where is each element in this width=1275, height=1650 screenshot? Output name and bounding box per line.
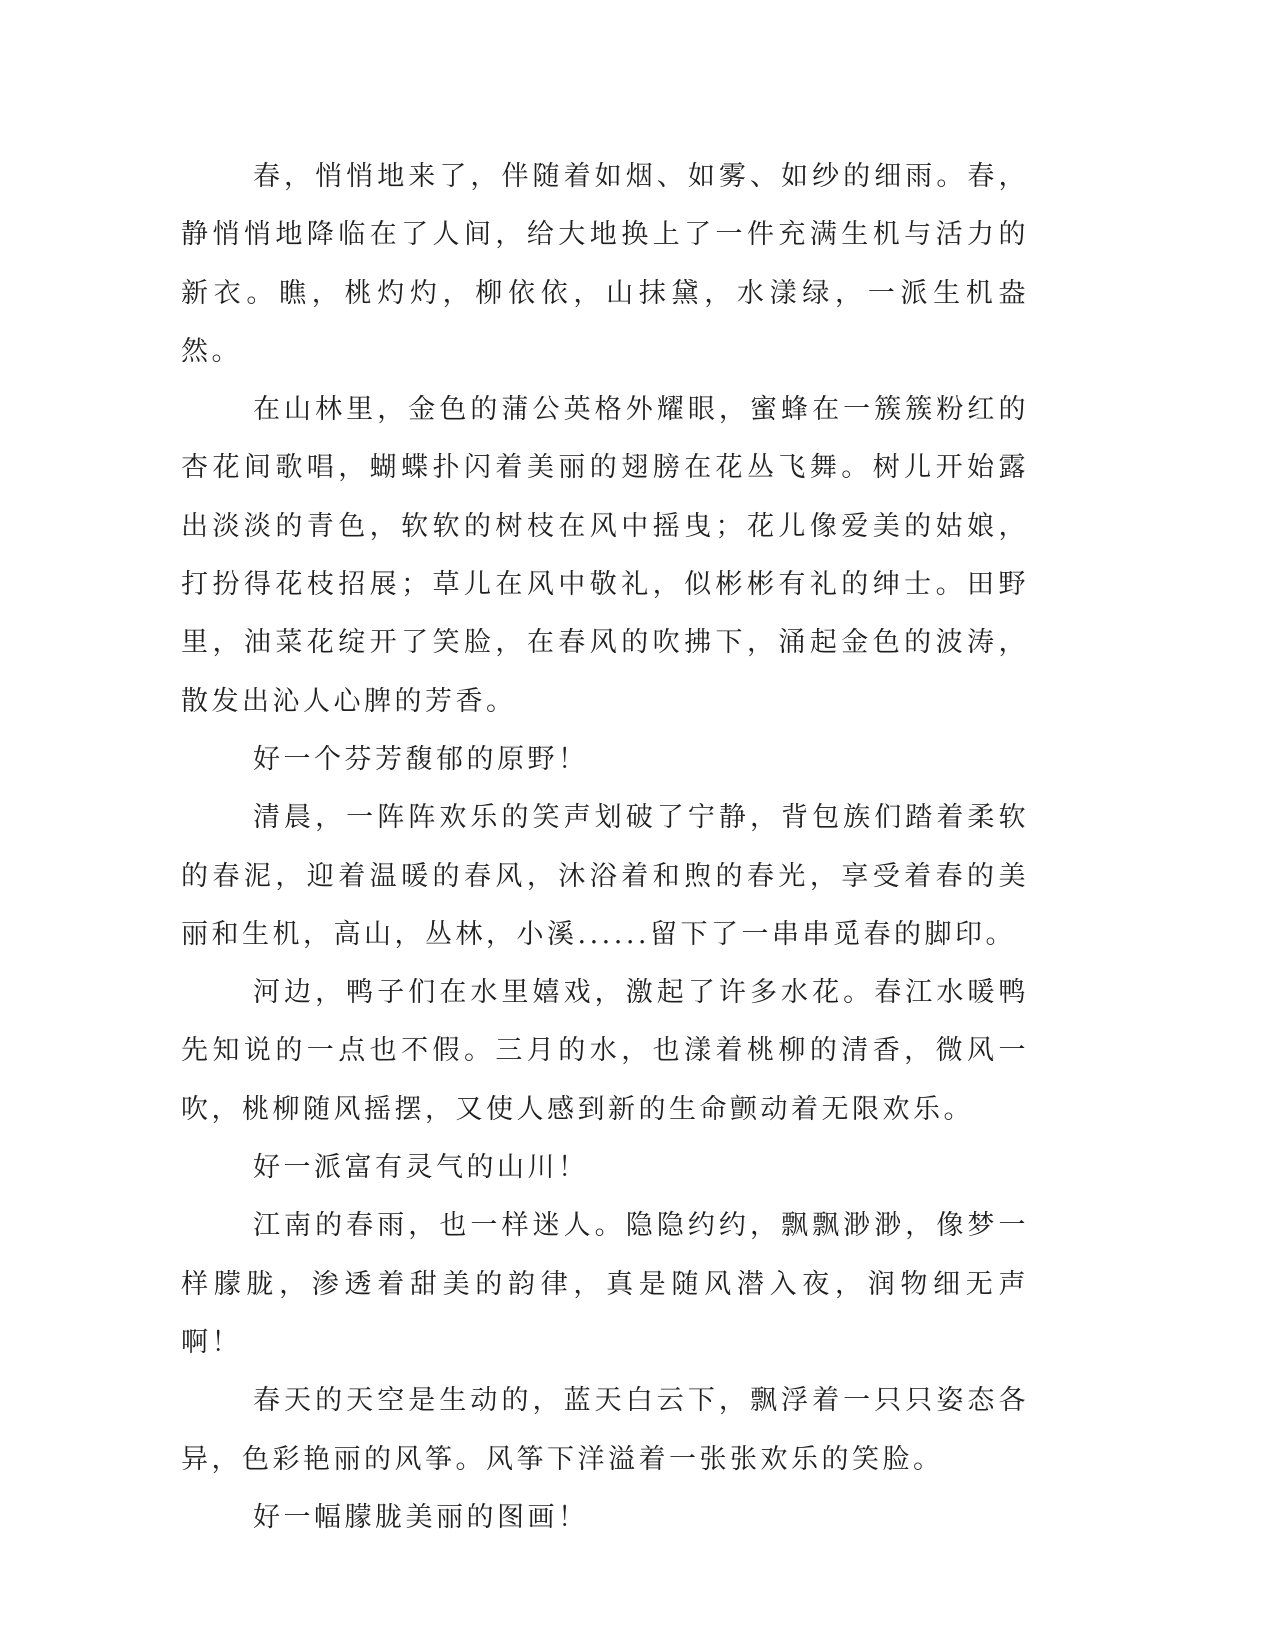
paragraph-9: 好一幅朦胧美丽的图画！	[253, 1501, 589, 1533]
paragraph-2: 在山林里，金色的蒲公英格外耀眼，蜜蜂在一簇簇粉红的杏花间歌唱，蝴蝶扑闪着美丽的翅膀在花丛飞舞。树儿开始露出淡淡的青色，软软的树枝在风中摇曳；花儿像爱美的姑娘，打扮得花枝招展；草儿在风中敬礼，似彬彬有礼的绅士。田野里，油菜花绽开了笑脸，在春风的吹拂下，涌起金色的波涛，散发出沁人心脾的芳香。	[181, 394, 1029, 717]
document-body	[181, 148, 1029, 1547]
paragraph-1: 春，悄悄地来了，伴随着如烟、如雾、如纱的细雨。春，静悄悄地降临在了人间，给大地换上了一件充满生机与活力的新衣。瞧，桃灼灼，柳依依，山抹黛，水漾绿，一派生机盎然。	[181, 161, 1029, 367]
paragraph-3: 好一个芬芳馥郁的原野！	[253, 743, 589, 775]
paragraph-5: 河边，鸭子们在水里嬉戏，激起了许多水花。春江水暖鸭先知说的一点也不假。三月的水，也漾着桃柳的清香，微风一吹，桃柳随风摇摆，又使人感到新的生命颤动着无限欢乐。	[181, 977, 1029, 1125]
paragraph-4: 清晨，一阵阵欢乐的笑声划破了宁静，背包族们踏着柔软的春泥，迎着温暖的春风，沐浴着和煦的春光，享受着春的美丽和生机，高山，丛林，小溪......留下了一串串觅春的脚印。	[181, 802, 1029, 950]
paragraph-6: 好一派富有灵气的山川！	[253, 1152, 589, 1184]
paragraph-8: 春天的天空是生动的，蓝天白云下，飘浮着一只只姿态各异，色彩艳丽的风筝。风筝下洋溢着一张张欢乐的笑脸。	[181, 1385, 1029, 1475]
paragraph-7: 江南的春雨，也一样迷人。隐隐约约，飘飘渺渺，像梦一样朦胧，渗透着甜美的韵律，真是随风潜入夜，润物细无声啊！	[181, 1210, 1029, 1358]
